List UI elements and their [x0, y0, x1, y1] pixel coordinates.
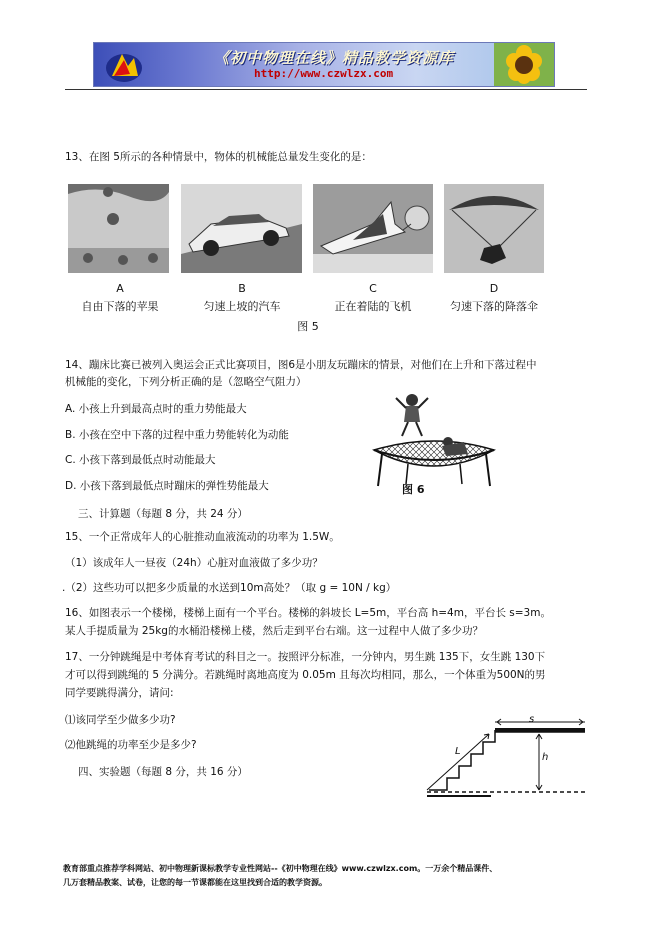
figure-5-label: 图 5 [297, 320, 319, 333]
q14-line-1: 14、蹦床比赛已被列入奥运会正式比赛项目，图6是小朋友玩蹦床的情景，对他们在上升和下落过程中 [65, 359, 537, 371]
q13-image-c [313, 184, 433, 273]
section-3-heading: 三、计算题（每题 8 分，共 24 分） [78, 508, 248, 520]
q17-sub-1: ⑴该同学至少做多少功? [65, 714, 176, 726]
q14-option-c: C. 小孩下落到最低点时动能最大 [65, 454, 216, 466]
q15-sub-1: （1）该成年人一昼夜（24h）心脏对血液做了多少功？ [65, 557, 323, 569]
q13-caption-d: 匀速下落的降落伞 [450, 300, 538, 313]
q14-option-b: B. 小孩在空中下落的过程中重力势能转化为动能 [65, 429, 289, 441]
q13-letter-b: B [238, 282, 246, 295]
staircase-figure [415, 712, 590, 800]
trampoline-figure [368, 392, 500, 496]
q13-letter-d: D [489, 282, 499, 295]
q13-image-d [444, 184, 544, 273]
sunflower-image [494, 43, 554, 86]
section-4-heading: 四、实验题（每题 8 分，共 16 分） [78, 766, 248, 778]
footer-line-1: 教育部重点推荐学科网站、初中物理新课标教学专业性网站--《初中物理在线》www.czwlzx.com。一万余个精品课件、 [63, 864, 498, 873]
header-rule [65, 89, 587, 90]
banner-url: http://www.czwlzx.com [254, 67, 394, 80]
q17-line-2: 才可以得到跳绳的 5 分满分。若跳绳时离地高度为 0.05m 且每次均相同，那么，一个体重为500N的男 [65, 669, 546, 681]
q13-image-b [181, 184, 302, 273]
stair-label-s: s [529, 714, 535, 725]
header-banner [93, 42, 555, 87]
q16-line-2: 某人手提质量为 25kg的水桶沿楼梯上楼，然后走到平台右端。这一过程中人做了多少功？ [65, 625, 483, 637]
q16-line-1: 16、如图表示一个楼梯，楼梯上面有一个平台。楼梯的斜坡长 L=5m，平台高 h=4m，平台长 s=3m。 [65, 607, 551, 619]
parachute-image [444, 184, 544, 273]
footer-line-2: 几万套精品教案、试卷，让您的每一节课都能在这里找到合适的教学资源。 [63, 878, 327, 887]
q17-line-1: 17、一分钟跳绳是中考体育考试的科目之一。按照评分标准，一分钟内，男生跳 135下，女生跳 130下 [65, 651, 546, 663]
q13-letter-a: A [116, 282, 124, 295]
falling-apple-image [68, 184, 169, 273]
q14-option-a: A. 小孩上升到最高点时的重力势能最大 [65, 403, 247, 415]
banner-title: 《初中物理在线》精品教学资源库 [214, 49, 455, 67]
car-uphill-image [181, 184, 302, 273]
q14-option-d: D. 小孩下落到最低点时蹦床的弹性势能最大 [65, 480, 269, 492]
q13-text: 13、在图 5所示的各种情景中，物体的机械能总量发生变化的是： [65, 151, 372, 163]
q14-line-2: 机械能的变化，下列分析正确的是（忽略空气阻力） [65, 376, 307, 388]
q15-sub-2: .（2）这些功可以把多少质量的水送到10m高处？（取 g = 10N / kg） [62, 582, 397, 594]
landing-plane-image [313, 184, 433, 273]
q13-image-a [68, 184, 169, 273]
figure-6-label: 图 6 [402, 483, 425, 496]
q15-text: 15、一个正常成年人的心脏推动血液流动的功率为 1.5W。 [65, 531, 340, 543]
stair-label-l: L [455, 746, 461, 757]
q13-caption-c: 正在着陆的飞机 [334, 300, 412, 313]
site-logo [102, 46, 146, 84]
q17-line-3: 同学要跳得满分，请问: [65, 687, 174, 699]
q13-letter-c: C [369, 282, 377, 295]
q17-sub-2: ⑵他跳绳的功率至少是多少? [65, 739, 197, 751]
q13-caption-a: 自由下落的苹果 [81, 300, 159, 313]
stair-label-h: h [542, 752, 549, 763]
q13-caption-b: 匀速上坡的汽车 [203, 300, 281, 313]
